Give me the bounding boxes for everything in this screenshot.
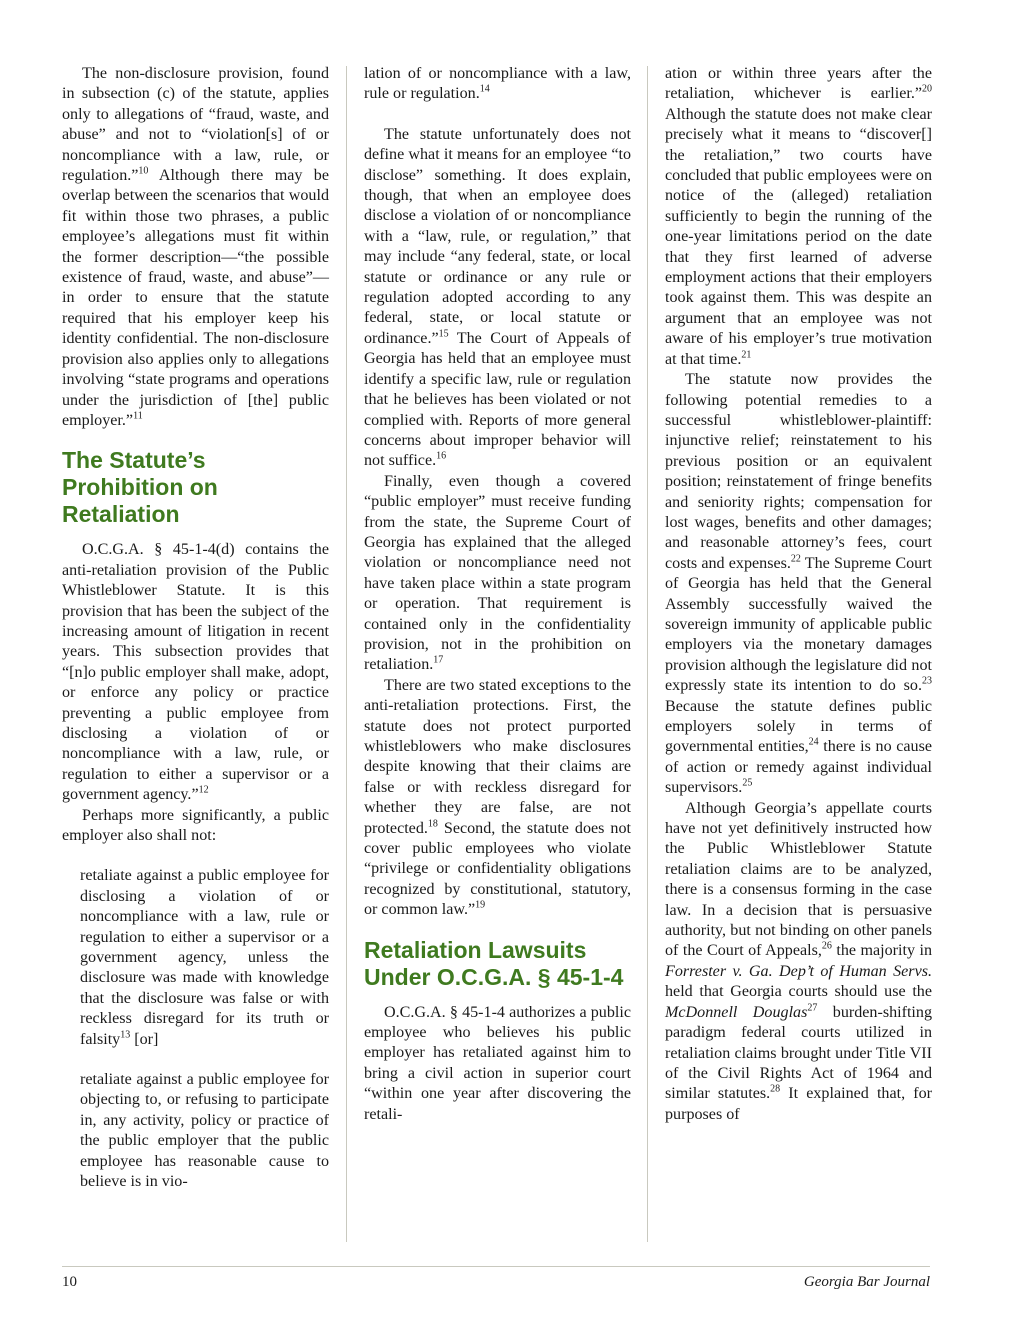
paragraph-remedies: The statute now provides the following potential remedies to a successful whistleblower-plaintiff: injunctive relief; reinstatement to his previous position or an equivalent position; reinstatement of fringe benefits and seniority rights; compensation for lost wages, benefits and other damages; and reasonable attorney’s fees, court costs and expenses.$^{22}$ The Supreme Court of Georgia has held that the General Assembly successfully waived the sovereign immunity of applicable public employers via the monetary damages provision although the legislature did not expressly state its intention to do so.$^{23}$ Because the statute defines public employers solely in terms of governmental entities,$^{24}$ there is no cause of action or remedy against individual supervisors.$^{25}$ [665,371,933,797]
paragraph-exceptions: There are two stated exceptions to the anti-retaliation protections. First, the statute does not protect purported whistleblowers who make disclosures despite knowing that their claims are false or with reckless disregard for whether they are false, are not protected.$^{18}$ Second, the statute does not cover public employees who violate “privilege or confidentiality obligations recognized by constitutional, statutory, or common law.”$^{19}$ [364,676,631,919]
paragraph-continuation: lation of or noncompliance with a law, rule or regulation.$^{14}$ [364,65,631,103]
paragraph-public-employer-funding: Finally, even though a covered “public employer” must receive funding from the state, the Supreme Court of Georgia has explained that the alleged violation or noncompliance need not have taken place within a state program or operation. That requirement is contained only in the confidentiality provision, not in the prohibition on retaliation.$^{17}$ [364,472,631,674]
footnote-ref-24: 24 [808,737,819,749]
footnote-ref-16: 16 [436,450,447,462]
footnote-ref-28: 28 [770,1083,781,1095]
blockquote-retaliate-objecting: retaliate against a public employee for objecting to, or refusing to participate in, any activity, policy or practice of the public employer that the public employee has reasonable cause to believe is in vio- [80,1071,329,1191]
paragraph-anti-retaliation: O.C.G.A. § 45-1-4(d) contains the anti-retaliation provision of the Public Whistleblower Statute. It is this provision that has been the subject of the increasing amount of litigation in recent years. This subsection provides that “[n]o public employer shall make, adopt, or enforce any policy or practice preventing a public employee from disclosing a violation of or noncompliance with a law, rule, or regulation to either a supervisor or a government agency.”$^{12}$ [62,541,329,804]
footnote-ref-11: 11 [133,410,143,422]
footnote-ref-14: 14 [479,84,490,96]
footnote-ref-15: 15 [438,328,449,340]
blockquote-retaliate-disclosing: retaliate against a public employee for disclosing a violation of or noncompliance with a law, rule or regulation to either a supervisor or a government agency, unless the disclosure was made with knowledge that the disclosure was false or with reckless disregard for its truth or falsity$^{13}$ [or] [80,867,329,1048]
column-2 [364,64,631,1125]
footnote-ref-19: 19 [475,899,486,911]
paragraph-to-disclose: The statute unfortunately does not define what it means for an employee “to disclose” something. It does explain, though, that when an employee does disclose a violation of or noncompliance with a “law, rule, or regulation,” that may include “any federal, state, or local statute or ordinance or any rule or regulation adopted according to any federal, state, or local statute or ordinance.”$^{15}$ The Court of Appeals of Georgia has held that an employee must identify a specific law, rule or regulation that he believes has been violated or not complied with. Reports of more general concerns about improper behavior will not suffice.$^{16}$ [364,125,631,470]
paragraph-limitations: ation or within three years after the retaliation, whichever is earlier.”$^{20}$ Although the statute does not make clear precisely what it means to “discover[] the retaliation,” two courts have concluded that public employees were on notice of the (alleged) retaliation sufficiently to begin the running of the one-year limitations period on the date that they first learned of adverse employment actions that their employers took against them. This was despite an argument that an employee was not aware of his employer’s true motivation at that time.$^{21}$ [665,65,932,368]
footnote-ref-18: 18 [427,818,438,830]
column-divider-2 [647,66,648,1242]
footnote-ref-13: 13 [120,1029,131,1041]
footnote-ref-27: 27 [807,1002,818,1014]
heading-retaliation-lawsuits: Retaliation Lawsuits Under O.C.G.A. § 45-1-4 [364,936,624,990]
column-3 [665,64,932,1125]
paragraph-non-disclosure: The non-disclosure provision, found in subsection (c) of the statute, applies only to allegations of “fraud, waste, and abuse” and not to “violation[s] of or noncompliance with a law, rule, or regulation.”$^{10}$ Although there may be overlap between the scenarios that would fit within those two phrases, a public employee’s allegations must fit within the former description—“the possible existence of fraud, waste, and abuse”—in order to ensure that the statute required that his employer keep his identity confidential. The non-disclosure provision also applies only to allegations involving “state programs and operations under the jurisdiction of [the] public employer.”$^{11}$ [62,65,329,429]
footer-rule [62,1266,930,1267]
paragraph-civil-action: O.C.G.A. § 45-1-4 authorizes a public employee who believes his public employer has retaliated against him to bring a civil action in superior court “within one year after discovering the retali- [364,1003,631,1123]
footnote-ref-21: 21 [741,349,752,361]
column-divider-1 [346,66,347,1242]
journal-title: Georgia Bar Journal [803,1274,930,1290]
footnote-ref-22: 22 [790,553,801,565]
case-name-mcdonnell-douglas: McDonnell Douglas [665,1003,808,1021]
column-1 [62,64,329,1193]
paragraph-consensus: Although Georgia’s appellate courts have not yet definitively instructed how the Public Whistleblower Statute retaliation claims are to be analyzed, there is a consensus forming in the case law. In a decision that is persuasive authority, but not binding on other panels of the Court of Appeals,$^{26}$ the majority in Forrester v. Ga. Dep’t of Human Servs. held that Georgia courts should use the McDonnell Douglas$^{27}$ burden-shifting paradigm federal courts utilized in retaliation claims brought under Title VII of the Civil Rights Act of 1964 and similar statutes.$^{28}$ It explained that, for purposes of [665,799,933,1123]
footnote-ref-26: 26 [821,941,832,953]
heading-prohibition-on-retaliation: The Statute’s Prohibition on Retaliation [62,447,218,528]
footnote-ref-20: 20 [922,84,932,96]
footnote-ref-12: 12 [198,784,209,796]
case-name-forrester: Forrester v. Ga. Dep’t of Human Servs. [665,962,932,980]
paragraph-employer-shall-not: Perhaps more significantly, a public employer also shall not: [62,806,329,844]
footnote-ref-23: 23 [922,675,932,687]
footnote-ref-25: 25 [742,777,753,789]
page-number: 10 [62,1274,77,1290]
footnote-ref-17: 17 [433,655,444,667]
footnote-ref-10: 10 [138,165,149,177]
